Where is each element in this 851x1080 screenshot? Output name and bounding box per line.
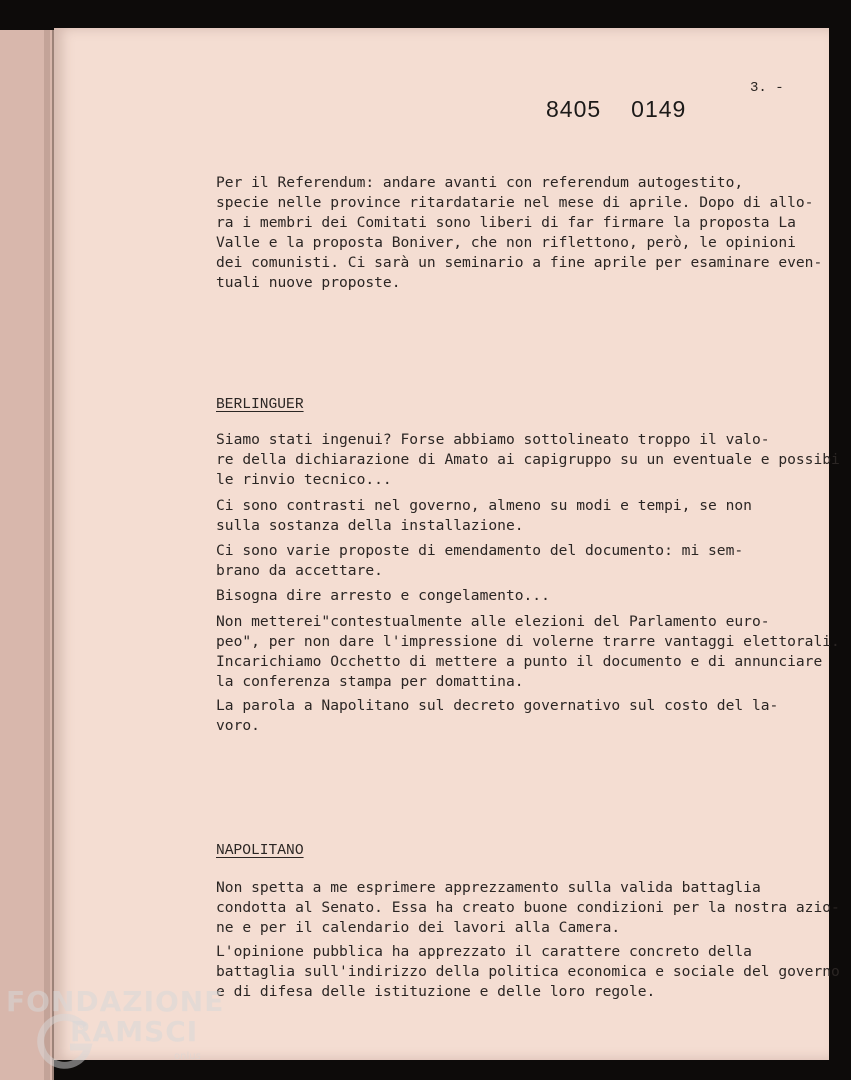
- archive-stamp-number: [546, 96, 716, 123]
- berlinguer-paragraph-5: Non metterei"contestualmente alle elezioni del Parlamento euro- peo", per non dare l'impressione di volerne trarre vantaggi elettorali. Incarichiamo Occhetto di mettere a punto il documento e di annunciare la conferenza stampa per domattina.: [216, 613, 840, 690]
- napolitano-paragraph-1: Non spetta a me esprimere apprezzamento sulla valida battaglia condotta al Senato. Essa ha creato buone condizioni per la nostra azio- ne e per il calendario dei lavori alla Camera.: [216, 879, 840, 936]
- berlinguer-paragraph-3: Ci sono varie proposte di emendamento del documento: mi sem- brano da accettare.: [216, 542, 744, 579]
- heading-berlinguer: BERLINGUER: [216, 397, 304, 413]
- watermark-sub: onlus: [174, 1051, 201, 1062]
- napolitano-paragraph-2: L'opinione pubblica ha apprezzato il carattere concreto della battaglia sull'indirizzo della politica economica e sociale del governo e di difesa delle istituzione e delle loro regole.: [216, 943, 840, 1000]
- archive-number-part2: 0149: [631, 96, 687, 122]
- berlinguer-paragraph-4: Bisogna dire arresto e congelamento...: [216, 587, 550, 604]
- heading-napolitano: NAPOLITANO: [216, 843, 304, 859]
- berlinguer-paragraph-6: La parola a Napolitano sul decreto governativo sul costo del la- voro.: [216, 697, 779, 734]
- watermark-line1: FONDAZIONE: [6, 985, 225, 1018]
- archive-number-part1: 8405: [546, 96, 602, 122]
- watermark-line2: RAMSCI: [70, 1015, 199, 1048]
- paragraph-referendum: Per il Referendum: andare avanti con referendum autogestito, specie nelle province ritardatarie nel mese di aprile. Dopo di allo- ra i membri dei Comitati sono liberi di far firmare la proposta La Valle e la proposta Boniver, che non riflettono, però, le opinioni dei comunisti. Ci sarà un seminario a fine aprile per esaminare even- tuali nuove proposte.: [216, 174, 823, 291]
- page-number: 3. -: [750, 80, 784, 96]
- binder-edge: [44, 30, 50, 1080]
- fondazione-gramsci-watermark: [2, 985, 225, 1080]
- berlinguer-paragraph-1: Siamo stati ingenui? Forse abbiamo sottolineato troppo il valo- re della dichiarazione di Amato ai capigruppo su un eventuale e possibi le rinvio tecnico...: [216, 431, 840, 488]
- berlinguer-paragraph-2: Ci sono contrasti nel governo, almeno su modi e tempi, se non sulla sostanza della installazione.: [216, 497, 752, 534]
